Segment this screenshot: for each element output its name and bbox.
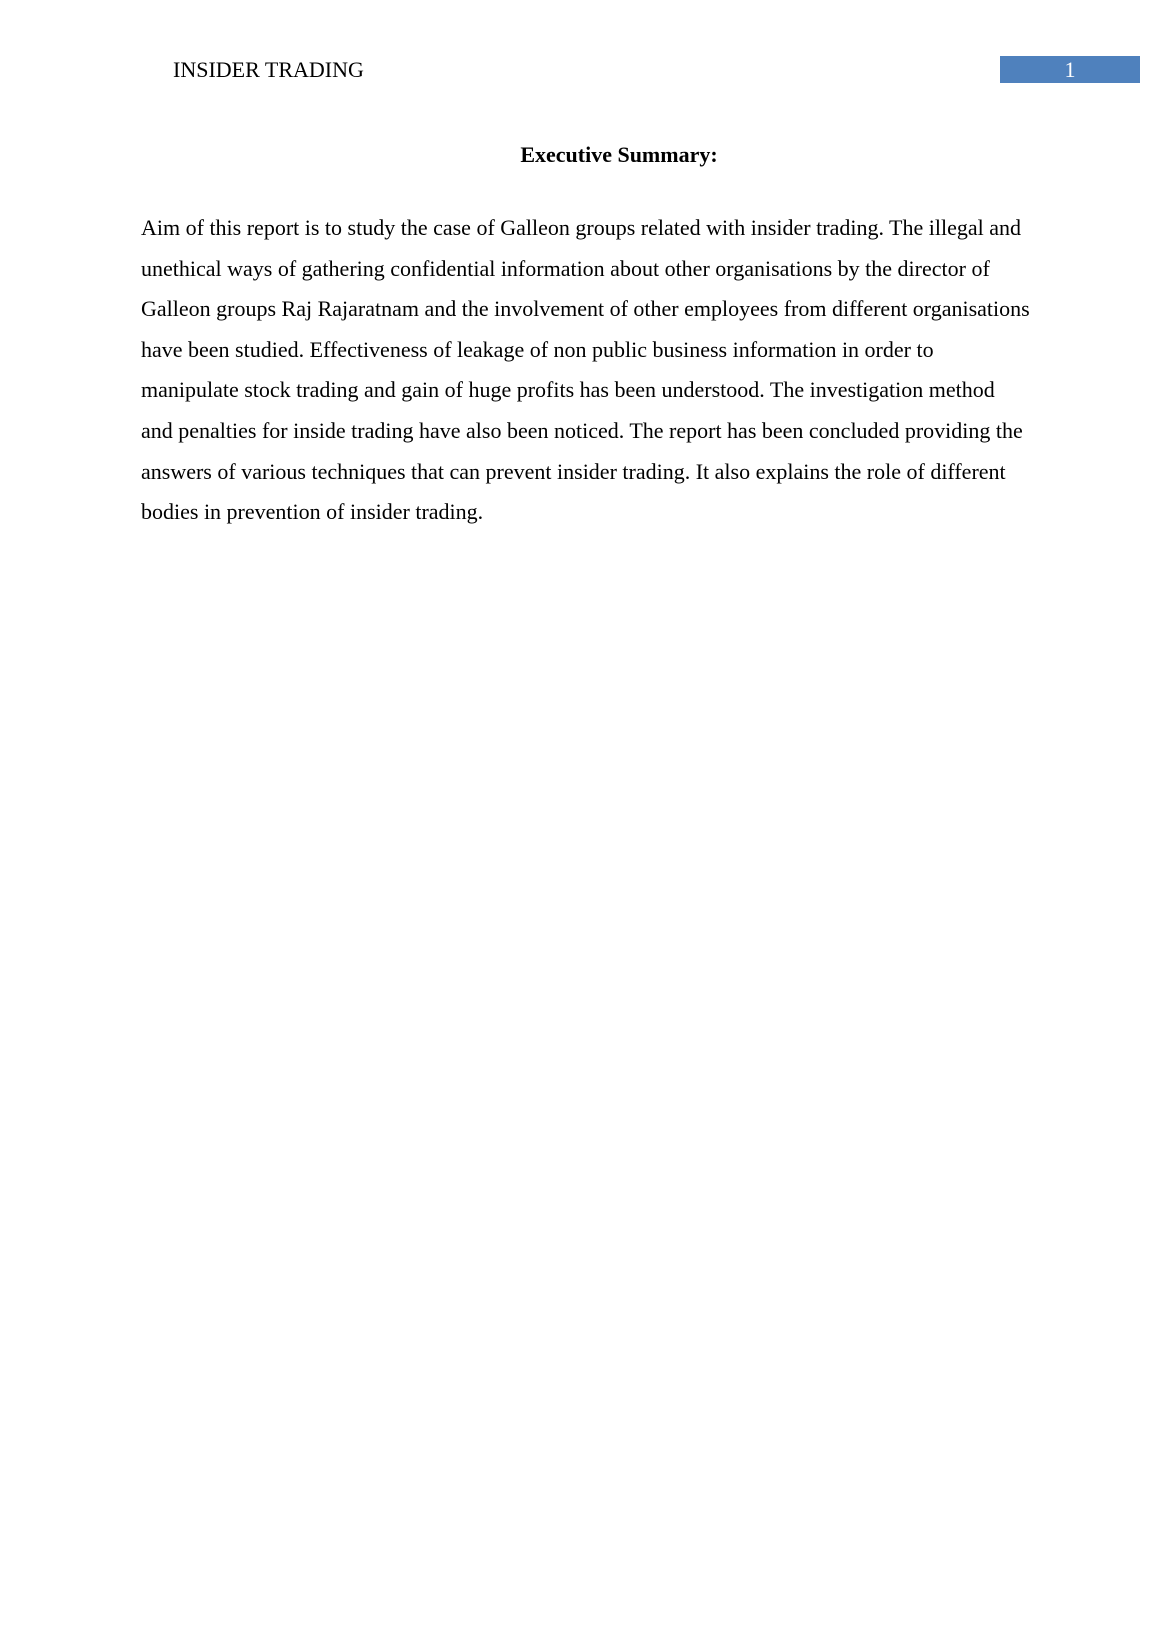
body-text bbox=[141, 208, 1031, 533]
section-title: Executive Summary: bbox=[520, 142, 718, 167]
page-number: 1 bbox=[1000, 56, 1140, 83]
summary-paragraph: Aim of this report is to study the case of Galleon groups related with insider trading. The illegal and unethical ways of gathering confidential information about other organisations by the director of Galleon groups Raj Rajaratnam and the involvement of other employees from different organisations have been studied. Effectiveness of leakage of non public business information in order to manipulate stock trading and gain of huge profits has been understood. The investigation method and penalties for inside trading have also been noticed. The report has been concluded providing the answers of various techniques that can prevent insider trading. It also explains the role of different bodies in prevention of insider trading. bbox=[141, 215, 1030, 525]
running-head: INSIDER TRADING bbox=[173, 57, 364, 82]
